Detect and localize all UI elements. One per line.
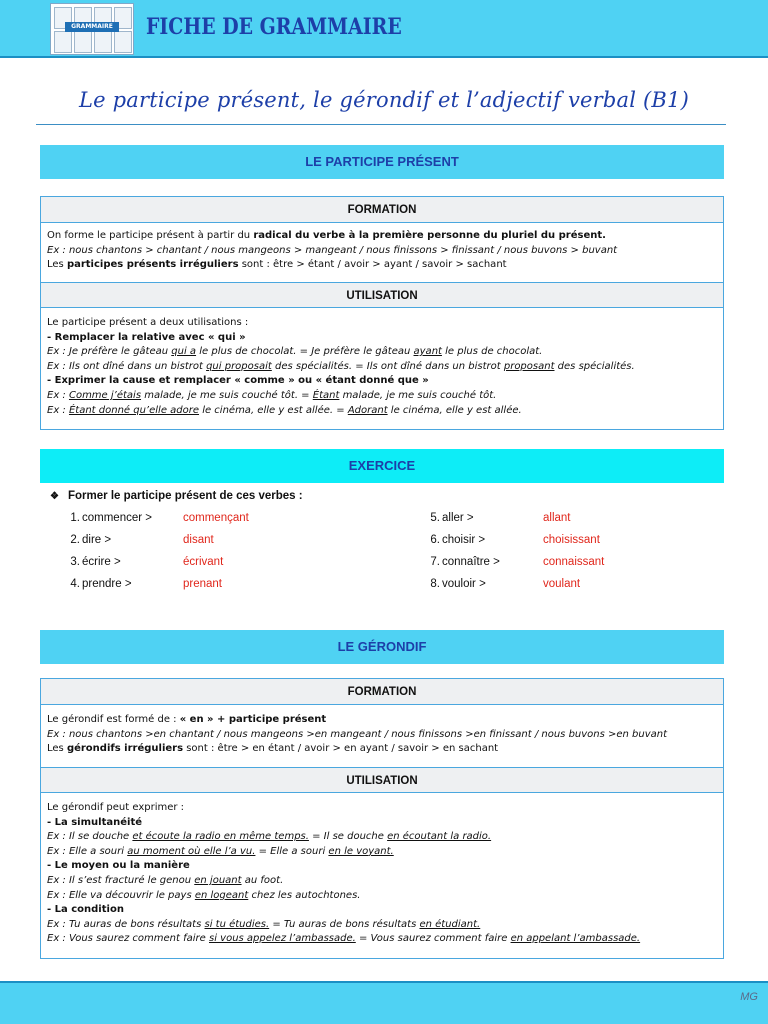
text-line <box>47 830 717 845</box>
logo-stamp: GRAMMAIRE <box>65 22 119 32</box>
text-segment: Les <box>47 259 67 271</box>
text-line <box>47 258 717 273</box>
text-segment: proposant <box>503 360 555 372</box>
exercise-answer: commençant <box>183 512 249 524</box>
text-line <box>47 918 717 933</box>
text-segment: qui proposait <box>206 360 272 372</box>
text-segment: Ex : Il se douche <box>47 831 133 843</box>
text-segment: - La simultanéité <box>47 816 142 828</box>
grammaire-logo <box>50 3 134 55</box>
exercise-verb: prendre > <box>82 578 132 590</box>
text-segment: - La condition <box>47 904 124 916</box>
text-segment: Les <box>47 743 67 755</box>
text-line <box>47 816 717 831</box>
text-segment: - Exprimer la cause et remplacer « comme » ou « étant donné que » <box>47 375 429 387</box>
exercise-item <box>60 556 400 572</box>
text-segment: = Vous saurez comment faire <box>355 933 511 945</box>
exercise-number: 3. <box>70 556 80 568</box>
exercise-instruction <box>50 490 303 502</box>
text-segment: et écoute la radio en même temps. <box>132 831 309 843</box>
text-line <box>47 404 717 419</box>
text-segment: On forme le participe présent à partir du <box>47 230 254 241</box>
exercise-answer: voulant <box>543 578 581 590</box>
text-segment: en étudiant. <box>419 918 481 930</box>
text-line <box>47 742 717 757</box>
text-line <box>47 316 717 331</box>
exercise-verb: dire > <box>82 534 112 546</box>
exercise-answer: disant <box>183 534 214 546</box>
exercise-verb: écrire > <box>82 556 121 568</box>
exercise-item <box>60 578 400 594</box>
text-segment: Ex : nous chantons > chantant / nous mangeons > mangeant / nous finissons > finissant / nous buvons > buvant <box>47 244 618 256</box>
text-segment: le plus de chocolat. = Je préfère le gâteau <box>196 346 414 358</box>
gerondif-box <box>40 678 724 959</box>
text-segment: Ex : Elle va découvrir le pays <box>47 889 195 901</box>
text-segment: Ex : <box>47 389 69 401</box>
text-segment: - Le moyen ou la manière <box>47 860 190 872</box>
text-segment: gérondifs irréguliers <box>66 743 184 755</box>
exercise-answer: écrivant <box>183 556 224 568</box>
text-segment: des spécialités. <box>554 360 635 372</box>
exercise-item <box>420 556 760 572</box>
text-segment: des spécialités. = Ils ont dîné dans un bistrot <box>271 360 504 372</box>
exercise-instruction-text: Former le participe présent de ces verbes : <box>68 490 303 502</box>
text-segment: sont : être > en étant / avoir > en ayant / savoir > en sachant <box>183 743 499 755</box>
exercise-number: 6. <box>430 534 440 546</box>
text-line <box>47 244 717 259</box>
text-line <box>47 845 717 860</box>
exercise-item <box>420 578 760 594</box>
exercise-answer: connaissant <box>543 556 605 568</box>
text-line <box>47 889 717 904</box>
text-segment: le cinéma, elle y est allée. = <box>199 404 348 416</box>
text-segment: si tu étudies. <box>204 918 270 930</box>
exercise-number: 7. <box>430 556 440 568</box>
text-segment: le cinéma, elle y est allée. <box>387 404 522 416</box>
exercise-item <box>60 512 400 528</box>
text-segment: Étant donné qu’elle adore <box>68 404 200 416</box>
text-segment: Ex : Je préfère le gâteau <box>47 346 172 358</box>
text-segment: en écoutant la radio. <box>387 831 492 843</box>
text-segment: malade, je me suis couché tôt. = <box>141 389 313 401</box>
diamond-bullet-icon: ❖ <box>50 491 59 502</box>
text-segment: en appelant l’ambassade. <box>510 933 641 945</box>
utilisation-header: UTILISATION <box>41 767 723 793</box>
text-segment: chez les autochtones. <box>248 889 361 901</box>
text-segment: en jouant <box>194 874 242 886</box>
text-segment: en logeant <box>194 889 249 901</box>
formation-header: FORMATION <box>41 679 723 705</box>
document-title: Le participe présent, le gérondif et l’adjectif verbal (B1) <box>78 88 690 112</box>
text-segment: = Elle a souri <box>255 845 329 857</box>
text-segment: en le voyant. <box>328 845 394 857</box>
text-line <box>47 229 717 244</box>
exercise-answer: choisissant <box>543 534 600 546</box>
section-title-participe-present: LE PARTICIPE PRÉSENT <box>40 145 724 179</box>
text-line <box>47 713 717 728</box>
exercise-number: 2. <box>70 534 80 546</box>
text-line <box>47 360 717 375</box>
text-segment: ayant <box>413 346 442 358</box>
text-segment: participes présents irréguliers <box>66 259 239 271</box>
text-segment: le plus de chocolat. <box>441 346 543 358</box>
text-segment: Ex : <box>47 404 69 416</box>
text-segment: radical du verbe à la première personne du pluriel du présent. <box>253 230 606 241</box>
text-line <box>47 389 717 404</box>
exercise-number: 5. <box>430 512 440 524</box>
text-segment: Adorant <box>347 404 388 416</box>
text-line <box>47 874 717 889</box>
text-segment: = Tu auras de bons résultats <box>269 918 420 930</box>
text-segment: Ex : nous chantons >en chantant / nous mangeons >en mangeant / nous finissons >en finissant / nous buvons >en buvant <box>47 728 668 740</box>
utilisation-content <box>41 793 723 947</box>
text-segment: si vous appelez l’ambassade. <box>209 933 356 945</box>
exercise-answer: allant <box>543 512 571 524</box>
exercise-item <box>60 534 400 550</box>
footer-banner <box>0 981 768 1024</box>
text-segment: - Remplacer la relative avec « qui » <box>47 331 246 343</box>
formation-content <box>41 223 723 282</box>
text-line <box>47 859 717 874</box>
exercise-verb: vouloir > <box>442 578 486 590</box>
exercise-number: 4. <box>70 578 80 590</box>
text-segment: sont : être > étant / avoir > ayant / savoir > sachant <box>238 259 507 271</box>
text-line <box>47 932 717 947</box>
exercise-verb: aller > <box>442 512 474 524</box>
exercise-item <box>420 512 760 528</box>
formation-header: FORMATION <box>41 197 723 223</box>
text-segment: Le gérondif est formé de : <box>47 714 180 725</box>
page-header-title: FICHE DE GRAMMAIRE <box>146 14 402 40</box>
text-line <box>47 331 717 346</box>
text-segment: qui a <box>171 346 197 358</box>
participe-present-box <box>40 196 724 430</box>
text-segment: au foot. <box>241 874 284 886</box>
text-segment: Le gérondif peut exprimer : <box>47 802 185 813</box>
exercise-answer: prenant <box>183 578 223 590</box>
title-underline <box>36 124 726 125</box>
text-line <box>47 345 717 360</box>
exercise-verb: connaître > <box>442 556 500 568</box>
text-line <box>47 374 717 389</box>
section-title-gerondif: LE GÉRONDIF <box>40 630 724 664</box>
text-line <box>47 801 717 816</box>
text-segment: au moment où elle l’a vu. <box>127 845 256 857</box>
text-segment: Ex : Vous saurez comment faire <box>47 933 209 945</box>
text-segment: malade, je me suis couché tôt. <box>339 389 497 401</box>
text-segment: Ex : Tu auras de bons résultats <box>47 918 205 930</box>
text-segment: Ex : Il s’est fracturé le genou <box>47 874 195 886</box>
exercise-number: 1. <box>70 512 80 524</box>
exercise-verb: commencer > <box>82 512 152 524</box>
text-line <box>47 903 717 918</box>
utilisation-content <box>41 308 723 418</box>
formation-content <box>41 705 723 767</box>
text-segment: Étant <box>312 389 340 401</box>
text-segment: = Il se douche <box>308 831 388 843</box>
top-banner <box>0 0 768 58</box>
text-line <box>47 728 717 743</box>
text-segment: Le participe présent a deux utilisations : <box>47 317 249 328</box>
section-title-exercice: EXERCICE <box>40 449 724 483</box>
exercise-item <box>420 534 760 550</box>
text-segment: Ex : Elle a souri <box>47 845 128 857</box>
exercise-verb: choisir > <box>442 534 486 546</box>
text-segment: « en » + participe présent <box>179 714 327 725</box>
text-segment: Comme j’étais <box>68 389 142 401</box>
author-initials: MG <box>740 991 758 1003</box>
text-segment: Ex : Ils ont dîné dans un bistrot <box>47 360 207 372</box>
utilisation-header: UTILISATION <box>41 282 723 308</box>
exercise-number: 8. <box>430 578 440 590</box>
